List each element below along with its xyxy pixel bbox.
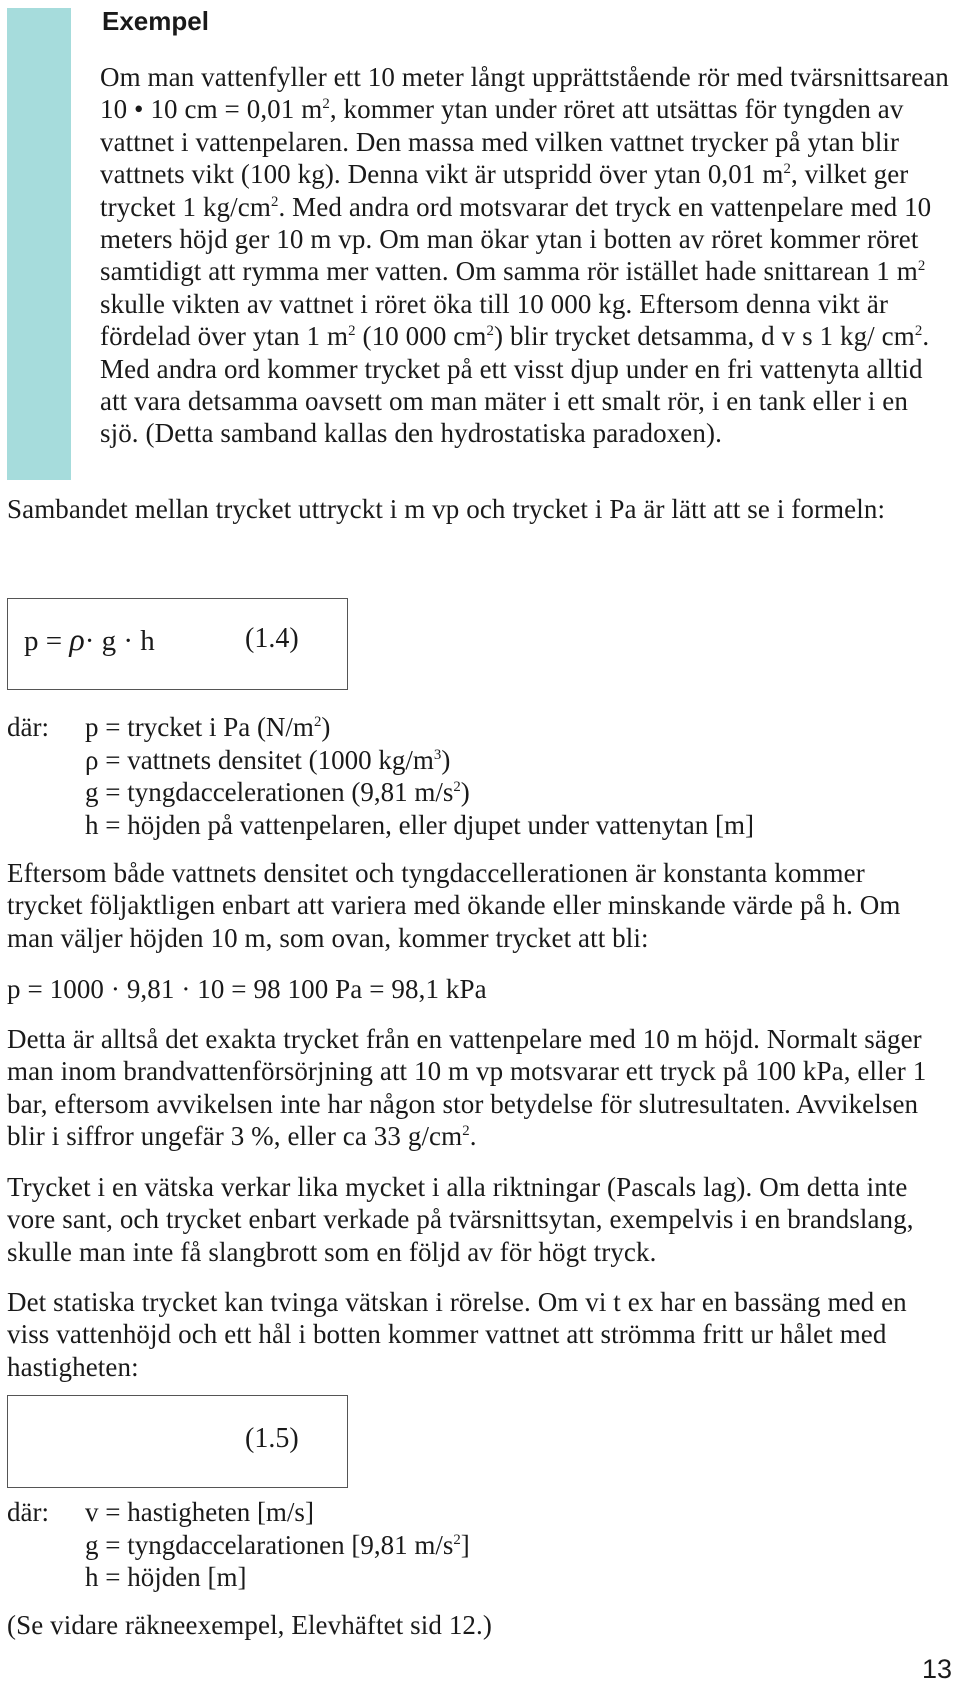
formula-box-1-5 xyxy=(7,1395,348,1488)
definition-row: ρ = vattnets densitet (1000 $kg/m^3$) xyxy=(85,744,451,775)
example-box xyxy=(100,4,950,450)
page-number: 13 xyxy=(921,1654,952,1684)
formula-number: (1.4) xyxy=(245,623,299,654)
reference-note: (Se vidare räkneexempel, Elevhäftet sid 12.) xyxy=(7,1610,492,1640)
definition-label: där: xyxy=(7,712,49,742)
formula-box-1-4 xyxy=(7,598,348,690)
example-sidebar-bar xyxy=(7,8,71,480)
static-pressure-paragraph: Det statiska trycket kan tvinga vätskan i rörelse. Om vi t ex har en bassäng med en viss vattenhöjd och ett hål i botten kommer vattnet att strömma fritt ur hålet med hastigheten: xyxy=(7,1287,907,1382)
example-heading: Exempel xyxy=(102,6,209,36)
definition-list-1 xyxy=(7,711,927,841)
formula-number: (1.5) xyxy=(245,1423,299,1454)
definition-row: h = höjden [m] xyxy=(85,1562,247,1592)
exact-pressure-paragraph: Detta är alltså det exakta trycket från en vattenpelare med 10 m höjd. Normalt säger man inom brandvattenförsörjning att 10 m vp motsvarar ett tryck på 100 kPa, eller 1 bar, eftersom avvikelsen inte har någon stor betydelse för slutresultaten. Avvikelsen blir i siffror ungefär 3 %, eller ca 33 $g/cm^2$. xyxy=(7,1024,927,1152)
formula-expression: p = ρ· g · h xyxy=(24,621,155,657)
pascals-law-paragraph: Trycket i en vätska verkar lika mycket i alla riktningar (Pascals lag). Om detta inte vore sant, och trycket enbart verkade på tvärsnittsytan, exempelvis i en brandslang, skulle man inte få slangbrott som en följd av för högt tryck. xyxy=(7,1172,914,1267)
constants-paragraph: Eftersom både vattnets densitet och tyngdaccellerationen är konstanta kommer trycket följaktligen enbart att variera med ökande eller minskande värde på h. Om man väljer höjden 10 m, som ovan, kommer trycket att bli: xyxy=(7,858,901,953)
definition-row: där: p = trycket i Pa $(N/m^2)$ xyxy=(7,712,331,742)
definition-row: g = tyngdaccelerationen (9,81 $m/s^2$) xyxy=(85,777,470,807)
definition-row: h = höjden på vattenpelaren, eller djupet under vattenytan [m] xyxy=(85,809,754,840)
intro-formula-paragraph: Sambandet mellan trycket uttryckt i m vp och trycket i Pa är lätt att se i formeln: xyxy=(7,494,886,524)
definition-row: där: v = hastigheten [m/s] xyxy=(7,1497,314,1527)
example-paragraph: Om man vattenfyller ett 10 meter långt upprättstående rör med tvärsnittsarean 10 • 10 cm = 0,01 $m^2$, kommer ytan under röret att utsättas för tyngden av vattnet i vattenpelaren. Den massa med vilken vattnet trycker på ytan blir vattnets vikt (100 kg). Denna vikt är utspridd över ytan 0,01 $m^2$, vilket ger trycket 1 $kg/cm^2$. Med andra ord motsvarar det tryck en vattenpelare med 10 meters höjd ger 10 m vp. Om man ökar ytan i botten av röret kommer röret samtidigt att rymma mer vatten. Om samma rör istället hade snittarean 1 $m^2$ skulle vikten av vattnet i röret öka till 10 000 kg. Eftersom denna vikt är fördelad över ytan 1 $m^2$ (10 000 $cm^2$) blir trycket detsamma, d v s 1 kg/ $cm^2$. Med andra ord kommer trycket på ett visst djup under en fri vattenyta alltid att vara detsamma oavsett om man mäter i ett smalt rör, i en tank eller i en sjö. (Detta samband kallas den hydrostatiska paradoxen). xyxy=(100,62,949,449)
definition-list-2 xyxy=(7,1496,927,1594)
calculation-line: p = 1000 · 9,81 · 10 = 98 100 Pa = 98,1 kPa xyxy=(7,974,487,1004)
definition-row: g = tyngdaccelarationen [9,81 $m/s^2$] xyxy=(85,1529,470,1560)
definition-label: där: xyxy=(7,1497,49,1527)
